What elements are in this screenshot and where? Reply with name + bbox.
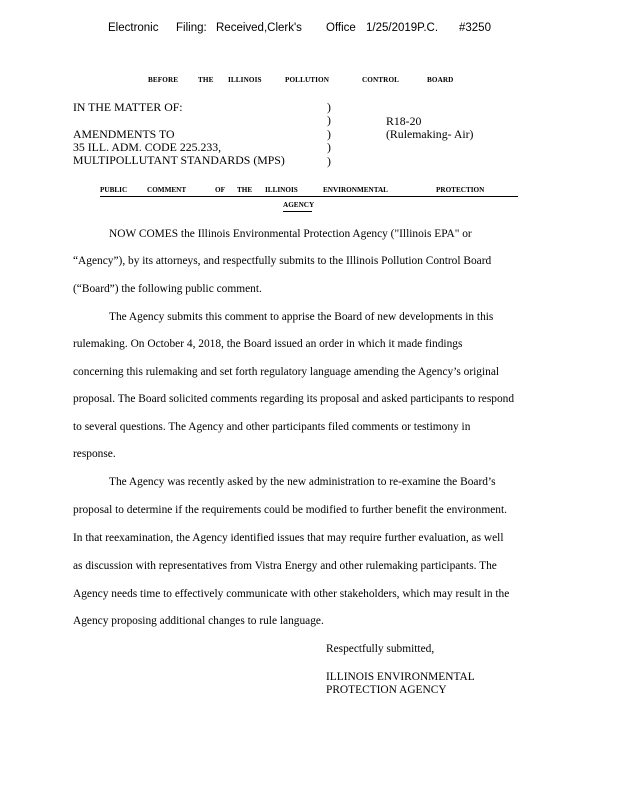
caption-pollution: POLLUTION [285,76,330,84]
subtitle-illinois: ILLINOIS [265,186,298,194]
body-line: rulemaking. On October 4, 2018, the Board issued an order in which it made findings [73,338,463,350]
body-line: proposal. The Board solicited comments regarding its proposal and asked participants to respond [73,393,515,405]
subtitle-protection: PROTECTION [436,186,485,194]
caption-before: BEFORE [148,76,179,84]
body-line: In that reexamination, the Agency identified issues that may require further evaluation, as well [73,532,504,544]
header-electronic: Electronic [108,22,159,34]
body-line: Agency needs time to effectively communicate with other stakeholders, which may result in the [73,588,510,600]
matter-line1: IN THE MATTER OF: [73,100,183,114]
caption-board: BOARD [427,76,454,84]
subtitle-comment: COMMENT [147,186,187,194]
body-line: as discussion with representatives from Vistra Energy and other rulemaking participants. The [73,560,497,572]
signature-org-line1: ILLINOIS ENVIRONMENTAL [326,671,475,683]
caption-the: THE [198,76,214,84]
matter-line3: 35 ILL. ADM. CODE 225.233, [73,140,222,154]
body-line: The Agency was recently asked by the new administration to re-examine the Board’s [109,476,496,488]
case-type: (Rulemaking- Air) [386,127,474,141]
body-line: concerning this rulemaking and set forth regulatory language amending the Agency’s original [73,366,500,378]
body-line: (“Board”) the following public comment. [73,283,262,295]
body-line: Agency proposing additional changes to rule language. [73,615,324,627]
header-number: #3250 [459,22,491,34]
subtitle-environmental: ENVIRONMENTAL [323,186,388,194]
signature-closing: Respectfully submitted, [326,643,435,655]
subtitle-the: THE [237,186,253,194]
caption-parentheses: ) ) ) ) ) [327,100,331,168]
subtitle-underline [100,196,518,197]
caption-control: CONTROL [362,76,400,84]
signature-org-line2: PROTECTION AGENCY [326,684,447,696]
case-number: R18-20 [386,114,422,128]
caption-illinois: ILLINOIS [228,76,262,84]
subtitle-agency: AGENCY [283,201,315,209]
body-line: response. [73,448,116,460]
subtitle-public: PUBLIC [100,186,128,194]
header-received: Received,Clerk's [216,22,302,34]
subtitle-of: OF [215,186,225,194]
body-line: proposal to determine if the requirements could be modified to further benefit the environment. [73,504,507,516]
header-filing: Filing: [176,22,207,34]
matter-line2: AMENDMENTS TO [73,127,175,141]
body-line: to several questions. The Agency and other participants filed comments or testimony in [73,421,471,433]
body-line: NOW COMES the Illinois Environmental Protection Agency ("Illinois EPA" or [109,228,472,240]
subtitle-agency-underline [283,211,312,212]
matter-line4: MULTIPOLLUTANT STANDARDS (MPS) [73,153,285,167]
header-office: Office [326,22,356,34]
header-date: 1/25/2019P.C. [366,22,439,34]
body-line: The Agency submits this comment to apprise the Board of new developments in this [109,311,494,323]
body-line: “Agency”), by its attorneys, and respectfully submits to the Illinois Pollution Control Board [73,255,492,267]
